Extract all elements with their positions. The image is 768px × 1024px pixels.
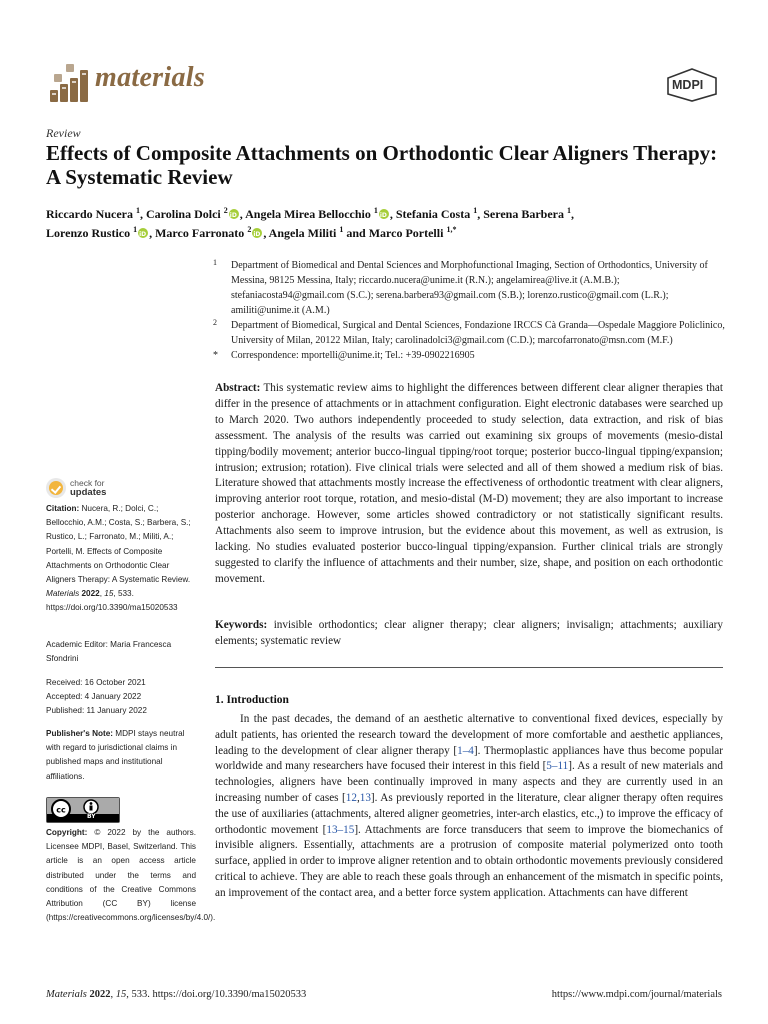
author[interactable]: Marco Portelli $^{1,*}$ [368,225,457,240]
keywords-label: Keywords: [215,619,268,631]
abstract [215,381,723,588]
check-for-updates-label[interactable]: check for [70,478,105,488]
orcid-icon[interactable] [229,209,239,219]
section-heading: 1. Introduction [215,694,289,706]
publisher-name: MDPI [672,78,704,92]
affiliation-1: 1 Department of Biomedical and Dental Sciences and Morphofunctional Imaging, Section of Orthodontics, University of Messina, 98125 Messina, Italy; riccardo.nucera@unime.it (R.N.); angelamirea@live.it (A.M.B.); stefaniacosta94@gmail.com (S.C.); serena.barbera93@gmail.com (S.B.); lorenzo.rustico@gmail.com (L.R.); amiliti@unime.it (A.M.) [213,258,708,316]
author[interactable]: Carolina Dolci $^2$iD [146,207,240,221]
copyright-notice: Copyright: © 2022 by the authors. Licensee MDPI, Basel, Switzerland. This article is an open access article distributed under the terms and conditions of the Creative Commons Attribution (CC BY) license (https://creativecommons.org/licenses/by/4.0/). [46,828,216,923]
affiliation-2: 2 Department of Biomedical, Surgical and Dental Sciences, Fondazione IRCCS Cà Granda—Ospedale Maggiore Policlinico, University of Milan, 20122 Milan, Italy; carolinadolci3@gmail.com (C.D.); marcofarronato@msn.com (M.F.) [213,318,725,346]
citation-link[interactable]: 13 [359,791,371,804]
footer-citation: Materials 2022, 15, 533. https://doi.org/10.3390/ma15020533 [46,989,307,1000]
author[interactable]: Marco Farronato $^2$iD [155,226,263,240]
citation-link[interactable]: 13–15 [326,823,355,836]
orcid-icon[interactable] [379,209,389,219]
publication-dates [46,676,196,719]
academic-editor: Academic Editor: Maria Francesca Sfondrini [46,640,172,664]
author[interactable]: Angela Mirea Bellocchio $^1$iD [245,207,390,221]
author-list: Riccardo Nucera $^1$, Carolina Dolci $^2$iD , Angela Mirea Bellocchio $^1$iD , Stefania Costa $^1$, Serena Barbera $^1$, Lorenzo Rustico $^1$iD , Marco Farronato $^2$iD , Angela Militi $^1$ and Marco Portelli $^{1,*}$ [46,203,726,241]
cc-by-label: BY [87,813,96,820]
keywords-text: invisible orthodontics; clear aligner therapy; clear aligners; invisalign; attachments; auxiliary elements; systematic review [215,619,723,647]
abstract-text: This systematic review aims to highlight the differences between different clear aligner therapies that differ in the presence of attachments or in attachment configuration. Eight electronic databases were searched up to March 2020. Two authors independently proceeded to study selection, data extraction, and risk of bias assessment. The analysis of the results was carried out examining six groups of movements (mesio-distal tipping/bodily movement; anterior bucco-lingual tipping/root torque; posterior bucco-lingual tipping/expansion; intrusion; extrusion; rotation). Five clinical trials were selected and all of them showed a medium risk of bias. Literature showed that attachments mostly increase the effectiveness of orthodontic treatment with clear aligners, improving anterior root torque, rotation, and mesio-distal (M-D) movement; they are also important to increase posterior anchorage. However, some articles showed contradictory or not statistically significant results. Attachments also seem to improve intrusion, but the evidence about this movement, as well as extrusion, is lacking. No studies evaluated posterior bucco-lingual tipping/expansion. Further clinical trials are strongly suggested to clarify the influence of attachments and their number, size, shape, and position on each orthodontic movement. [215,382,723,585]
check-for-updates-icon[interactable] [46,478,66,498]
correspondence: * Correspondence: mportelli@unime.it; Tel.: +39-0902216905 [213,350,475,361]
author[interactable]: Riccardo Nucera $^1$ [46,206,140,221]
affiliations [213,258,725,363]
mdpi-logo [666,68,718,102]
article-title: Effects of Composite Attachments on Orthodontic Clear Aligners Therapy: A Systematic Review [46,141,718,189]
journal-name: materials [95,62,206,93]
keywords [215,618,723,650]
cc-by-license-icon[interactable] [46,797,120,823]
citation-link[interactable]: 12 [345,791,357,804]
author[interactable]: Angela Militi $^1$ [268,225,344,240]
published-date: Published: 11 January 2022 [46,706,147,716]
citation-link[interactable]: 1–4 [457,744,474,757]
orcid-icon[interactable] [138,228,148,238]
orcid-icon[interactable] [252,228,262,238]
citation-link[interactable]: 5–11 [546,760,569,773]
footer-journal-url[interactable]: https://www.mdpi.com/journal/materials [551,989,722,1000]
received-date: Received: 16 October 2021 [46,678,146,687]
author[interactable]: Stefania Costa $^1$ [395,206,478,221]
abstract-label: Abstract: [215,382,261,394]
creative-commons-icon [47,798,119,822]
svg-text:cc: cc [56,805,66,815]
materials-logo-icon [46,60,90,104]
author[interactable]: Serena Barbera $^1$ [483,206,571,221]
article-type: Review [46,126,81,140]
check-for-updates-label-bold[interactable]: updates [70,487,107,498]
intro-paragraph: In the past decades, the demand of an aesthetic alternative to conventional fixed devices, especially by adult patients, has oriented the research toward the development of more comfortable and aesthetic appliances, leading to the development of clear aligner therapy [1–4]. Thermoplastic appliances have thus become popular worldwide and many researchers have focused their interest in this field [5–11]. As a result of new materials and technologies, aligners have been continually improved in many aspects and they are currently used in an increasing number of cases [12,13]. As previously reported in the literature, clear aligner therapy often requires the use of auxiliaries (attachments, altered aligner geometries, inter-arch elastics, etc.,) to improve the efficacy of orthodontic movement [13–15]. Attachments are force transducers that seem to improve the biomechanics of invisible aligners. Essentially, attachments are a protrusion of composite material polymerized onto tooth surface, applied in order to improve aligner retention and to obtain orthodontic movements previously considered critical to achieve. They are able to reach these goals through an enhancement of the mismatch in specific points, an improvement of the contact area, and a better force system application. Attachments can have different [215,713,723,899]
footer-doi-link[interactable]: , 533. https://doi.org/10.3390/ma15020533 [126,989,307,1000]
citation-doi[interactable]: , 533. https://doi.org/10.3390/ma15020533 [46,589,178,613]
author[interactable]: Lorenzo Rustico $^1$iD [46,226,149,240]
citation-block: Citation: Nucera, R.; Dolci, C.; Bellocchio, A.M.; Costa, S.; Barbera, S.; Rustico, L.; Farronato, M.; Militi, A.; Portelli, M. Effects of Composite Attachments on Orthodontic Clear Aligners Therapy: A Systematic Review. Materials 2022, 15, 533. https://doi.org/10.3390/ma15020533 [46,504,191,613]
accepted-date: Accepted: 4 January 2022 [46,692,142,702]
section-divider [215,667,723,668]
publishers-note: Publisher's Note: MDPI stays neutral with regard to jurisdictional claims in published maps and institutional affiliations. [46,729,185,781]
